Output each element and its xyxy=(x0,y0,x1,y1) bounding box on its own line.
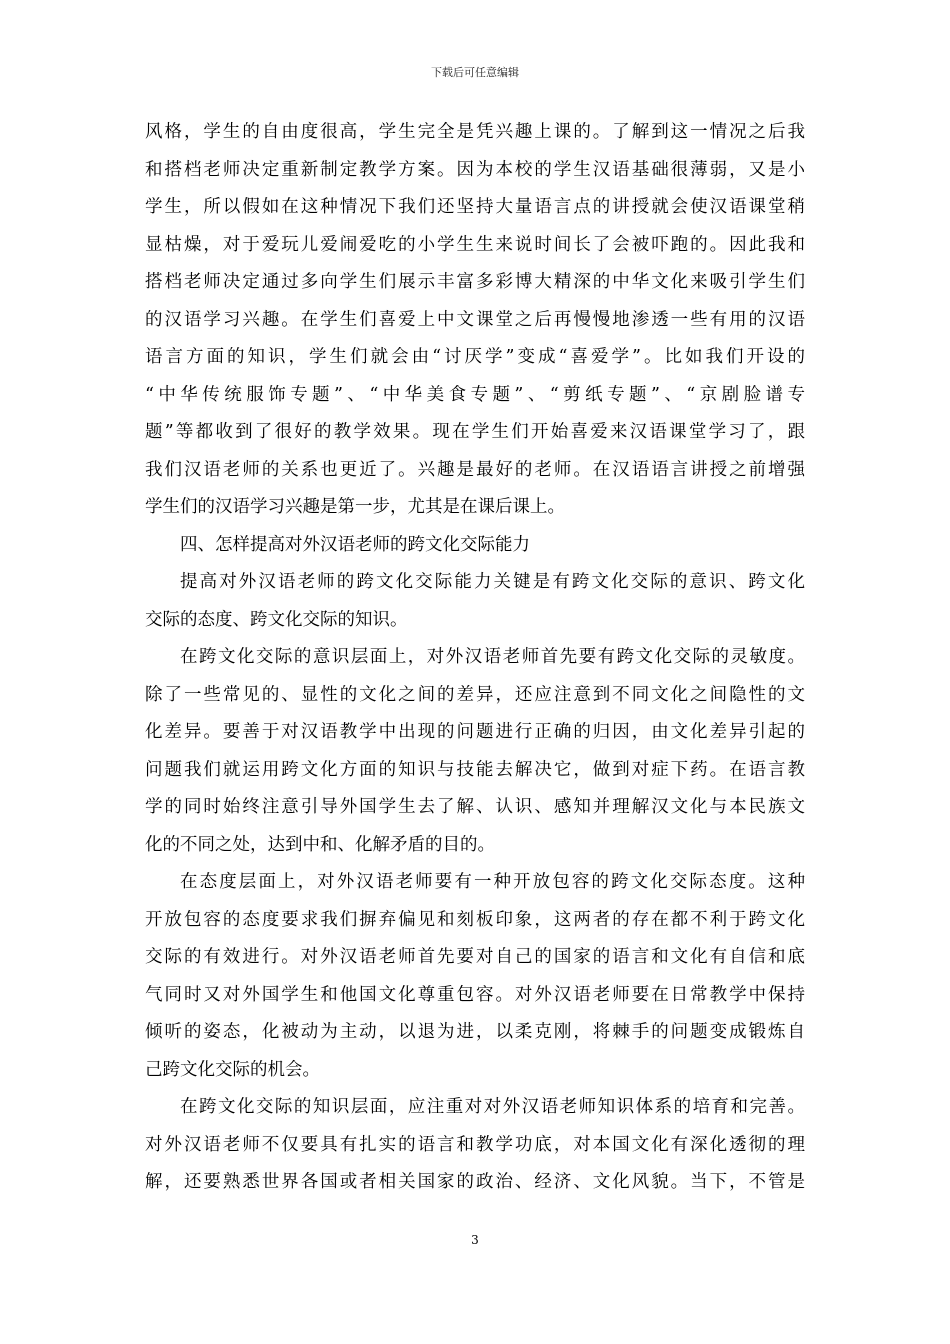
text-line: 在跨文化交际的知识层面，应注重对对外汉语老师知识体系的培育和完善。 xyxy=(180,1097,805,1117)
text-line: “中华传统服饰专题”、“中华美食专题”、“剪纸专题”、“京剧脸谱专 xyxy=(145,384,805,405)
text-line: 在态度层面上，对外汉语老师要有一种开放包容的跨文化交际态度。这种 xyxy=(180,872,805,892)
text-line: 交际的有效进行。对外汉语老师首先要对自己的国家的语言和文化有自信和底 xyxy=(145,947,805,967)
text-line: 语言方面的知识，学生们就会由“讨厌学”变成“喜爱学”。比如我们开设的 xyxy=(145,347,805,367)
text-line: 搭档老师决定通过多向学生们展示丰富多彩博大精深的中华文化来吸引学生们 xyxy=(145,272,805,292)
text-line: 显枯燥，对于爱玩儿爱闹爱吃的小学生生来说时间长了会被吓跑的。因此我和 xyxy=(145,234,805,255)
text-line: 的汉语学习兴趣。在学生们喜爱上中文课堂之后再慢慢地渗透一些有用的汉语 xyxy=(145,309,805,330)
paragraph xyxy=(145,864,805,1089)
text-line: 解，还要熟悉世界各国或者相关国家的政治、经济、文化风貌。当下，不管是 xyxy=(145,1172,805,1192)
document-body xyxy=(145,114,805,1202)
text-line: 学生，所以假如在这种情况下我们还坚持大量语言点的讲授就会使汉语课堂稍 xyxy=(145,197,805,217)
text-line: 题”等都收到了很好的教学效果。现在学生们开始喜爱来汉语课堂学习了，跟 xyxy=(145,422,805,442)
text-line: 学生们的汉语学习兴趣是第一步，尤其是在课后课上。 xyxy=(145,497,565,517)
text-line: 除了一些常见的、显性的文化之间的差异，还应注意到不同文化之间隐性的文 xyxy=(145,684,805,705)
text-line: 倾听的姿态，化被动为主动，以退为进，以柔克刚，将棘手的问题变成锻炼自 xyxy=(145,1022,805,1042)
text-line: 提高对外汉语老师的跨文化交际能力关键是有跨文化交际的意识、跨文化 xyxy=(180,572,805,592)
text-line: 化的不同之处，达到中和、化解矛盾的目的。 xyxy=(145,834,495,855)
text-line: 己跨文化交际的机会。 xyxy=(145,1059,320,1080)
page-number: 3 xyxy=(471,1233,479,1247)
text-line: 交际的态度、跨文化交际的知识。 xyxy=(145,609,408,630)
section-heading-text: 四、怎样提高对外汉语老师的跨文化交际能力 xyxy=(180,534,530,555)
paragraph-continuation xyxy=(145,114,805,527)
paragraph xyxy=(145,1089,805,1202)
text-line: 我们汉语老师的关系也更近了。兴趣是最好的老师。在汉语语言讲授之前增强 xyxy=(145,459,805,480)
paragraph xyxy=(145,564,805,639)
text-line: 在跨文化交际的意识层面上，对外汉语老师首先要有跨文化交际的灵敏度。 xyxy=(180,647,805,667)
paragraph xyxy=(145,639,805,864)
text-line: 风格，学生的自由度很高，学生完全是凭兴趣上课的。了解到这一情况之后我 xyxy=(145,122,805,142)
text-line: 学的同时始终注意引导外国学生去了解、认识、感知并理解汉文化与本民族文 xyxy=(145,797,805,817)
section-heading xyxy=(145,527,805,565)
text-line: 化差异。要善于对汉语教学中出现的问题进行正确的归因，由文化差异引起的 xyxy=(145,722,805,742)
page-header: 下载后可任意编辑 xyxy=(431,66,519,79)
text-line: 开放包容的态度要求我们摒弃偏见和刻板印象，这两者的存在都不利于跨文化 xyxy=(145,909,805,930)
text-line: 和搭档老师决定重新制定教学方案。因为本校的学生汉语基础很薄弱，又是小 xyxy=(145,159,805,180)
text-line: 对外汉语老师不仅要具有扎实的语言和教学功底，对本国文化有深化透彻的理 xyxy=(145,1134,805,1155)
text-line: 气同时又对外国学生和他国文化尊重包容。对外汉语老师要在日常教学中保持 xyxy=(145,984,805,1005)
text-line: 问题我们就运用跨文化方面的知识与技能去解决它，做到对症下药。在语言教 xyxy=(145,759,805,780)
